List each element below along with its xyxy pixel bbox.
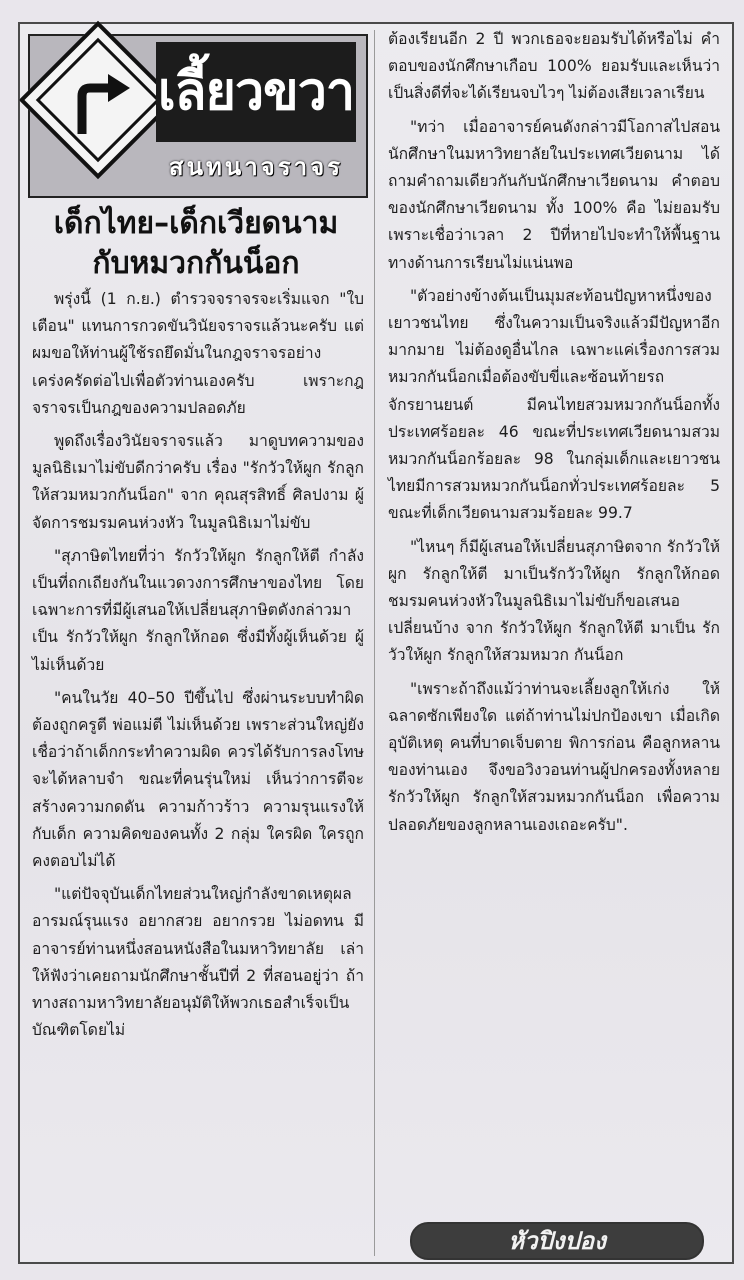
- left-body-text: [32, 286, 364, 1050]
- column-subtitle: สนทนาจราจร: [168, 153, 344, 181]
- column-divider: [374, 30, 375, 1256]
- paragraph: "ไหนๆ ก็มีผู้เสนอให้เปลี่ยนสุภาษิตจาก รักวัวให้ผูก รักลูกให้ตี มาเป็นรักวัวให้ผูก รักลูกให้กอด ชมรมคนห่วงหัวในมูลนิธิเมาไม่ขับก็ขอเสนอเปลี่ยนบ้าง จาก รักวัวให้ผูก รักลูกให้ตี มาเป็น รักวัวให้ผูก รักลูกให้สวมหมวก กันน็อก: [388, 537, 720, 665]
- paragraph: "สุภาษิตไทยที่ว่า รักวัวให้ผูก รักลูกให้ตี กำลังเป็นที่ถกเถียงกันในแวดวงการศึกษาของไทย โดยเฉพาะการที่มีผู้เสนอให้เปลี่ยนสุภาษิตดังกล่าวมาเป็น รักวัวให้ผูก รักลูกให้กอด ซึ่งมีทั้งผู้เห็นด้วย ผู้ไม่เห็นด้วย: [32, 546, 364, 674]
- paragraph: ต้องเรียนอีก 2 ปี พวกเธอจะยอมรับได้หรือไม่ คำตอบของนักศึกษาเกือบ 100% ยอมรับและเห็นว่าเป็นสิ่งดีที่จะได้เรียนจบไวๆ ไม่ต้องเสียเวลาเรียน: [388, 30, 720, 103]
- paragraph: "ทว่า เมื่ออาจารย์คนดังกล่าวมีโอกาสไปสอนนักศึกษาในมหาวิทยาลัยในประเทศเวียดนาม ได้ถามคำถามเดียวกันกับนักศึกษาเวียดนาม คำตอบของนักศึกษาเวียดนาม ทั้ง 100% คือ ไม่ยอมรับ เพราะเชื่อว่าเวลา 2 ปีที่หายไปจะทำให้พื้นฐานทางด้านการเรียนไม่แน่นพอ: [388, 117, 720, 272]
- paragraph: "คนในวัย 40–50 ปีขึ้นไป ซึ่งผ่านระบบทำผิด ต้องถูกครูตี พ่อแม่ตี ไม่เห็นด้วย เพราะส่วนใหญ่ยังเชื่อว่าถ้าเด็กกระทำความผิด ควรได้รับการลงโทษจะได้หลาบจำ ขณะที่คนรุ่นใหม่ เห็นว่าการตีจะสร้างความกดดัน ความก้าวร้าว ความรุนแรงให้กับเด็ก ความคิดของคนทั้ง 2 กลุ่ม ใครผิด ใครถูก คงตอบไม่ได้: [32, 688, 364, 871]
- right-body-text: [388, 26, 720, 845]
- right-column: [378, 24, 732, 1262]
- column-title: เลี้ยวขวา: [156, 42, 356, 142]
- left-column: [20, 24, 372, 1262]
- paragraph: "เพราะถ้าถึงแม้ว่าท่านจะเลี้ยงลูกให้เก่ง ให้ฉลาดซักเพียงใด แต่ถ้าท่านไม่ปกป้องเขา เมื่อเกิดอุบัติเหตุ คนที่บาดเจ็บตาย พิการก่อน คือลูกหลานของท่านเอง จึงขอวิงวอนท่านผู้ปกครองทั้งหลาย รักวัวให้ผูก รักลูกให้สวมหมวกกันน็อก เพื่อความปลอดภัยของลูกหลานเองเถอะครับ".: [388, 679, 720, 834]
- turn-right-arrow-icon: [52, 56, 142, 146]
- paragraph: พรุ่งนี้ (1 ก.ย.) ตำรวจจราจรจะเริ่มแจก "ใบเตือน" แทนการกวดขันวินัยจราจรแล้วนะครับ แต่ผมขอให้ท่านผู้ใช้รถยึดมั่นในกฎจราจรอย่างเคร่งครัดต่อไปเพื่อตัวท่านเองครับ เพราะกฎจราจรเป็นกฎของความปลอดภัย: [32, 290, 364, 417]
- article-frame: [18, 22, 734, 1264]
- article-headline: [28, 204, 364, 284]
- author-signature: หัวปิงปอง: [410, 1222, 704, 1260]
- paragraph: พูดถึงเรื่องวินัยจราจรแล้ว มาดูบทความของมูลนิธิเมาไม่ขับดีกว่าครับ เรื่อง "รักวัวให้ผูก รักลูกให้สวมหมวกกันน็อก" จาก คุณสุรสิทธิ์ ศิลปงาม ผู้จัดการชมรมคนห่วงหัว ในมูลนิธิเมาไม่ขับ: [32, 432, 364, 532]
- headline-line-2: กับหมวกกันน็อก: [92, 246, 300, 281]
- paragraph: "แต่ปัจจุบันเด็กไทยส่วนใหญ่กำลังขาดเหตุผล อารมณ์รุนแรง อยากสวย อยากรวย ไม่อดทน มีอาจารย์ท่านหนึ่งสอนหนังสือในมหาวิทยาลัย เล่าให้ฟังว่าเคยถามนักศึกษาชั้นปีที่ 2 ที่สอนอยู่ว่า ถ้าทางสถามหาวิทยาลัยอนุมัติให้พวกเธอสำเร็จเป็นบัณฑิตโดยไม่: [32, 885, 364, 1040]
- paragraph: "ตัวอย่างข้างต้นเป็นมุมสะท้อนปัญหาหนึ่งของเยาวชนไทย ซึ่งในความเป็นจริงแล้วมีปัญหาอีกมากมาย ไม่ต้องดูอื่นไกล เฉพาะแค่เรื่องการสวมหมวกกันน็อกเมื่อต้องขับขี่และซ้อนท้ายรถจักรยานยนต์ มีคนไทยสวมหมวกกันน็อกทั้งประเทศร้อยละ 46 ขณะที่ประเทศเวียดนามสวมหมวกกันน็อกร้อยละ 98 ในกลุ่มเด็กและเยาวชนไทยมีการสวมหมวกกันน็อกทั่วประเทศร้อยละ 5 ขณะที่เด็กเวียดนามสวมร้อยละ 99.7: [388, 286, 720, 523]
- headline-line-1: เด็กไทย–เด็กเวียดนาม: [53, 206, 339, 241]
- column-masthead: [28, 34, 368, 198]
